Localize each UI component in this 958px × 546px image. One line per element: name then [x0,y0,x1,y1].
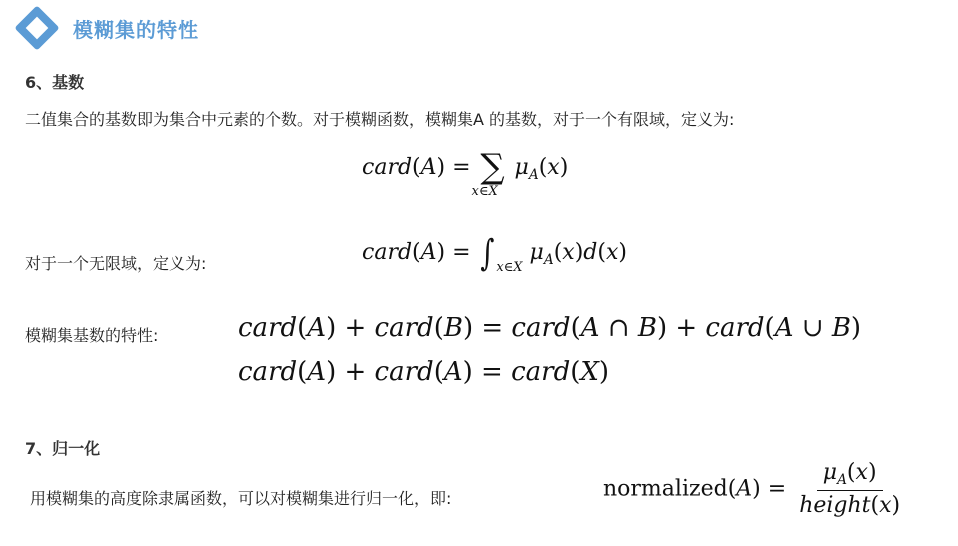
formula-cardinality-infinite: card(A) = ∫ $_{x\in X}$ $\mu_A(x)d(x)$ [362,233,627,275]
infinite-domain-label: 对于一个无限域，定义为: [25,254,207,273]
section-6-heading: 6、基数 [25,73,85,92]
section-7-text: 用模糊集的高度除隶属函数，可以对模糊集进行归一化，即: [30,489,452,508]
cardinality-properties-label: 模糊集基数的特性: [25,326,159,345]
normalized-func-name: normalized [603,476,728,502]
height-func-name: height [799,492,871,518]
section-6-intro: 二值集合的基数即为集合中元素的个数。对于模糊函数，模糊集A 的基数，对于一个有限域，定义为: [25,110,735,129]
normalized-fraction: $\frac{\mu_A(x)}{\text{height(x)}}$ [799,460,901,518]
formula-cardinality-finite: card(A) = ∑ x∈X $\mu_A(x)$ [362,147,569,199]
page-title: 模糊集的特性 [73,18,199,42]
integral-subscript: x∈X [496,260,523,275]
section-7-heading: 7、归一化 [25,439,101,458]
sum-subscript: x∈X [471,184,498,199]
formula-normalized: normalized(A) = $\frac{\mu_A(x)}{\text{height(x)}}$ [603,460,906,518]
formula-property-complement: card(A) + card(A) = card(X) [238,357,610,387]
formula-property-union: card(A) + card(B) = card(A ∩ B) + card(A ∪ B) [238,313,862,343]
diamond-icon [14,5,59,50]
